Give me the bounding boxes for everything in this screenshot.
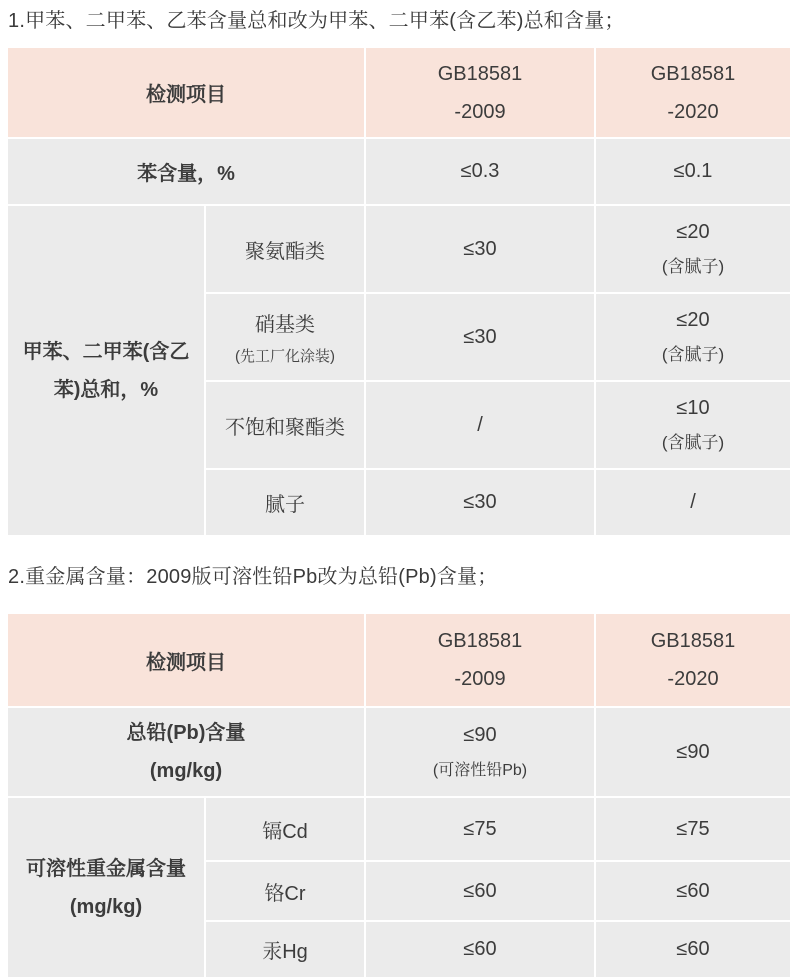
header-cell-gb18581-2020 [596,614,790,706]
value-2020-note: (含腻子) [661,433,725,452]
value-2020: ≤20 [676,221,710,243]
table2-header-row [8,614,790,706]
standard-year-line: -2020 [667,100,719,123]
value-2020-cell [596,470,790,535]
group-label-toluene-xylene [8,206,204,535]
standard-year-line: -2020 [667,668,719,690]
value-2020: / [690,491,696,513]
subcategory-name: 不饱和聚酯类 [225,416,345,439]
lead-value-2020-cell [596,708,790,796]
value-2020: ≤20 [676,309,710,331]
subcategory-name: 腻子 [265,494,305,516]
section1-heading: 1.甲苯、二甲苯、乙苯含量总和改为甲苯、二甲苯(含乙苯)总和含量； [8,10,625,32]
value-2009: ≤30 [463,491,497,513]
lead-value-2009-cell [366,708,594,796]
group-label-line: 苯)总和，% [53,378,159,401]
subcategory-name: 聚氨酯类 [245,240,325,263]
voc-comparison-table [6,46,792,537]
benzene-content-row [8,139,790,204]
subcategory-name: 硝基类 [255,314,315,336]
header-cell-gb18581-2009 [366,614,594,706]
row-label-benzene: 苯含量，% [8,139,364,204]
standard-name-line: GB18581 [437,630,523,652]
header-cell-item: 检测项目 [8,614,364,706]
heavy-metal-comparison-table [6,612,792,979]
value-2020: ≤10 [676,397,710,419]
header-cell-item: 检测项目 [8,48,364,137]
soluble-metal-row-cadmium [8,798,790,860]
subcategory-note: (先工厂化涂装) [235,348,335,365]
subcategory-cell-polyurethane [206,206,364,292]
value-2009: ≤30 [463,325,497,348]
value-2009: ≤60 [366,922,594,977]
value-2020-cell [596,294,790,380]
value-2020: ≤90 [676,740,710,763]
section2-heading: 2.重金属含量：2009版可溶性铅Pb改为总铅(Pb)含量； [8,566,498,588]
group-label-soluble-heavy-metal [8,798,204,977]
row-label-line: 总铅(Pb)含量 [126,722,246,744]
standard-name-line: GB18581 [437,62,523,85]
header-cell-gb18581-2009 [366,48,594,137]
subcategory-cell-putty [206,470,364,535]
subcategory-cell-nitro [206,294,364,380]
value-2009-cell [366,206,594,292]
standard-name-line: GB18581 [650,62,736,85]
group-label-line: 甲苯、二甲苯(含乙 [22,340,190,363]
table1-header-row [8,48,790,137]
value-2020-note: (含腻子) [661,345,725,364]
group-label-line: 可溶性重金属含量 [26,857,186,880]
value-2009: ≤30 [463,237,497,260]
toluene-row-polyurethane [8,206,790,292]
value-2009-cell [366,294,594,380]
value-2009: ≤90 [463,724,497,746]
value-2009-cell [366,470,594,535]
total-lead-row [8,708,790,796]
group-label-line: (mg/kg) [69,895,143,918]
value-2020: ≤75 [596,798,790,860]
value-2009: ≤75 [366,798,594,860]
value-2020: ≤60 [596,922,790,977]
standard-name-line: GB18581 [650,630,736,652]
standard-year-line: -2009 [454,668,506,690]
value-2009-note: (可溶性铅Pb) [432,762,528,779]
benzene-value-2020: ≤0.1 [596,139,790,204]
row-label-total-lead [8,708,364,796]
value-2020-cell [596,382,790,468]
value-2009: / [477,413,483,436]
header-cell-gb18581-2020 [596,48,790,137]
value-2020-note: (含腻子) [661,257,725,276]
standard-year-line: -2009 [454,100,506,123]
subcategory-name-chromium: 铬Cr [206,862,364,920]
value-2009-cell [366,382,594,468]
value-2020-cell [596,206,790,292]
value-2009: ≤60 [366,862,594,920]
subcategory-cell-unsaturated-polyester [206,382,364,468]
subcategory-name-cadmium: 镉Cd [206,798,364,860]
subcategory-name-mercury: 汞Hg [206,922,364,977]
row-label-line: (mg/kg) [149,760,223,782]
value-2020: ≤60 [596,862,790,920]
benzene-value-2009: ≤0.3 [366,139,594,204]
